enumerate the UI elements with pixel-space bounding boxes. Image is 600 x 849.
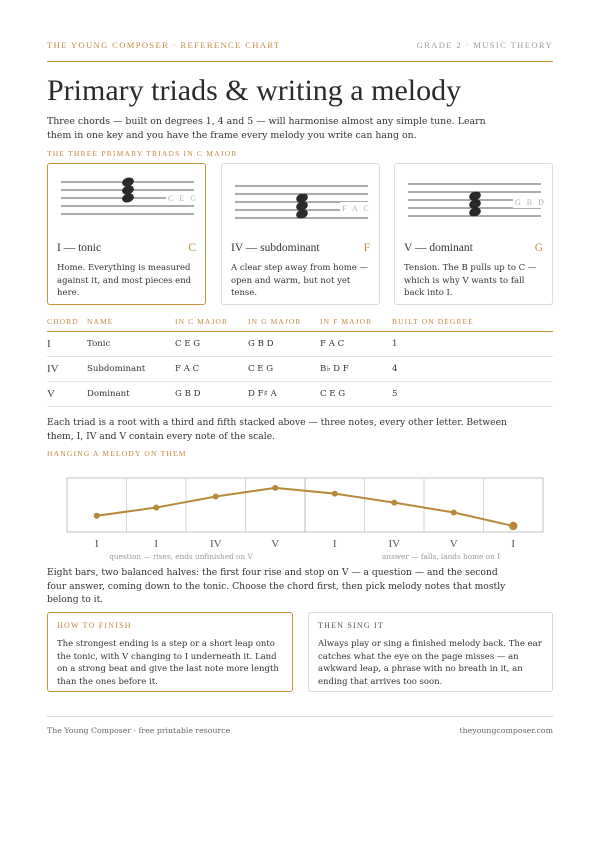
box-text: Always play or sing a finished melody back. The ear catches what the eye on the page misses — an awkward leap, a phrase with no breath in it, an ending that arrives too soon. — [318, 639, 542, 687]
triad-name: V — dominant — [404, 242, 473, 254]
column-header: CHORD — [47, 312, 87, 331]
intro-text: Three chords — built on degrees 1, 4 and 5 — will harmonise almost any simple tune. Learn them in one key and you have the frame every melody you write can hang on. — [47, 116, 486, 141]
triad-description: A clear step away from home — open and warm, but not yet tense. — [231, 263, 369, 298]
table-cell: Tonic — [87, 331, 175, 356]
table-cell: 5 — [392, 381, 553, 406]
table-cell: V — [47, 381, 87, 406]
triad-letter: G — [534, 242, 543, 254]
melody-note — [332, 491, 338, 497]
table-header-row — [47, 312, 553, 331]
box-heading: HOW TO FINISH — [57, 621, 132, 630]
how-to-finish-box — [47, 612, 293, 692]
header-left: THE YOUNG COMPOSER · REFERENCE CHART — [47, 40, 281, 50]
then-sing-it-box — [308, 612, 553, 692]
melody-note — [391, 500, 397, 506]
melody-note — [94, 513, 100, 519]
melody-note — [272, 485, 278, 491]
triad-letter: C — [188, 242, 196, 254]
table-cell: IV — [47, 356, 87, 381]
column-header: IN F MAJOR — [320, 312, 392, 331]
chord-label: I — [511, 538, 516, 550]
melody-diagram — [47, 470, 553, 562]
footer-left: The Young Composer · free printable resource — [47, 726, 231, 735]
melody-note — [509, 522, 517, 530]
footer — [47, 716, 553, 735]
triads-section-label: THE THREE PRIMARY TRIADS IN C MAJOR — [47, 149, 238, 158]
table-cell: 4 — [392, 356, 553, 381]
chord-label: I — [332, 538, 337, 550]
melody-note — [153, 505, 159, 511]
staff-dominant — [395, 164, 554, 234]
table-cell: D F♯ A — [248, 381, 320, 406]
triad-explanation: Each triad is a root with a third and fifth stacked above — three notes, every other letter. Between them, I, IV and V contain every note of the scale. — [47, 417, 507, 442]
chord-label: IV — [388, 538, 401, 550]
note-head — [121, 192, 135, 204]
chord-notes-label: G B D — [515, 198, 546, 207]
header-right: GRADE 2 · MUSIC THEORY — [416, 40, 553, 50]
melody-note — [451, 509, 457, 515]
triad-card-dominant — [394, 163, 553, 305]
table-cell: C E G — [175, 331, 248, 356]
table-row — [47, 356, 553, 381]
melody-caption-question: question — rises, ends unfinished on V — [109, 552, 253, 561]
column-header: IN C MAJOR — [175, 312, 248, 331]
table-cell: I — [47, 331, 87, 356]
table-cell: 1 — [392, 331, 553, 356]
top-bar — [47, 40, 553, 62]
chord-label: V — [449, 538, 458, 550]
triad-card-subdominant — [221, 163, 380, 305]
chord-label: IV — [209, 538, 222, 550]
chord-notes-label: F A C — [342, 204, 371, 213]
melody-explanation: Eight bars, two balanced halves: the first four rise and stop on V — a question — and the second four answer, coming down to the tonic. Choose the chord first, then pick melody notes that mostly belong to it. — [47, 567, 506, 605]
column-header: IN G MAJOR — [248, 312, 320, 331]
triad-name: IV — subdominant — [231, 242, 320, 254]
table-row — [47, 381, 553, 406]
column-header: NAME — [87, 312, 175, 331]
table-cell: C E G — [248, 356, 320, 381]
melody-caption-answer: answer — falls, lands home on I — [382, 552, 500, 561]
table-cell: G B D — [175, 381, 248, 406]
table-cell: G B D — [248, 331, 320, 356]
triad-name: I — tonic — [57, 242, 102, 254]
melody-note — [213, 493, 219, 499]
chord-label: I — [154, 538, 159, 550]
staff-subdominant — [222, 164, 381, 234]
table-cell: B♭ D F — [320, 356, 392, 381]
table-cell: F A C — [175, 356, 248, 381]
table-row — [47, 331, 553, 356]
page-title: Primary triads & writing a melody — [47, 74, 462, 107]
table-cell: Subdominant — [87, 356, 175, 381]
chord-table — [47, 312, 553, 407]
triad-card-tonic — [47, 163, 206, 305]
triad-letter: F — [363, 242, 370, 254]
box-text: The strongest ending is a step or a short leap onto the tonic, with V changing to I underneath it. Land on a strong beat and give the last note more length than the ones before it. — [57, 639, 279, 687]
table-cell: F A C — [320, 331, 392, 356]
table-cell: Dominant — [87, 381, 175, 406]
table-cell: C E G — [320, 381, 392, 406]
melody-section-label: HANGING A MELODY ON THEM — [47, 449, 187, 458]
chord-label: V — [271, 538, 280, 550]
footer-website: theyoungcomposer.com — [459, 726, 553, 735]
column-header: BUILT ON DEGREE — [392, 312, 553, 331]
triad-description: Home. Everything is measured against it, and most pieces end here. — [57, 263, 192, 298]
box-heading: THEN SING IT — [318, 621, 384, 630]
staff-tonic — [48, 164, 207, 234]
triad-description: Tension. The B pulls up to C — which is why V wants to fall back into I. — [404, 263, 537, 298]
chord-notes-label: C E G — [168, 194, 198, 203]
chord-label: I — [94, 538, 99, 550]
